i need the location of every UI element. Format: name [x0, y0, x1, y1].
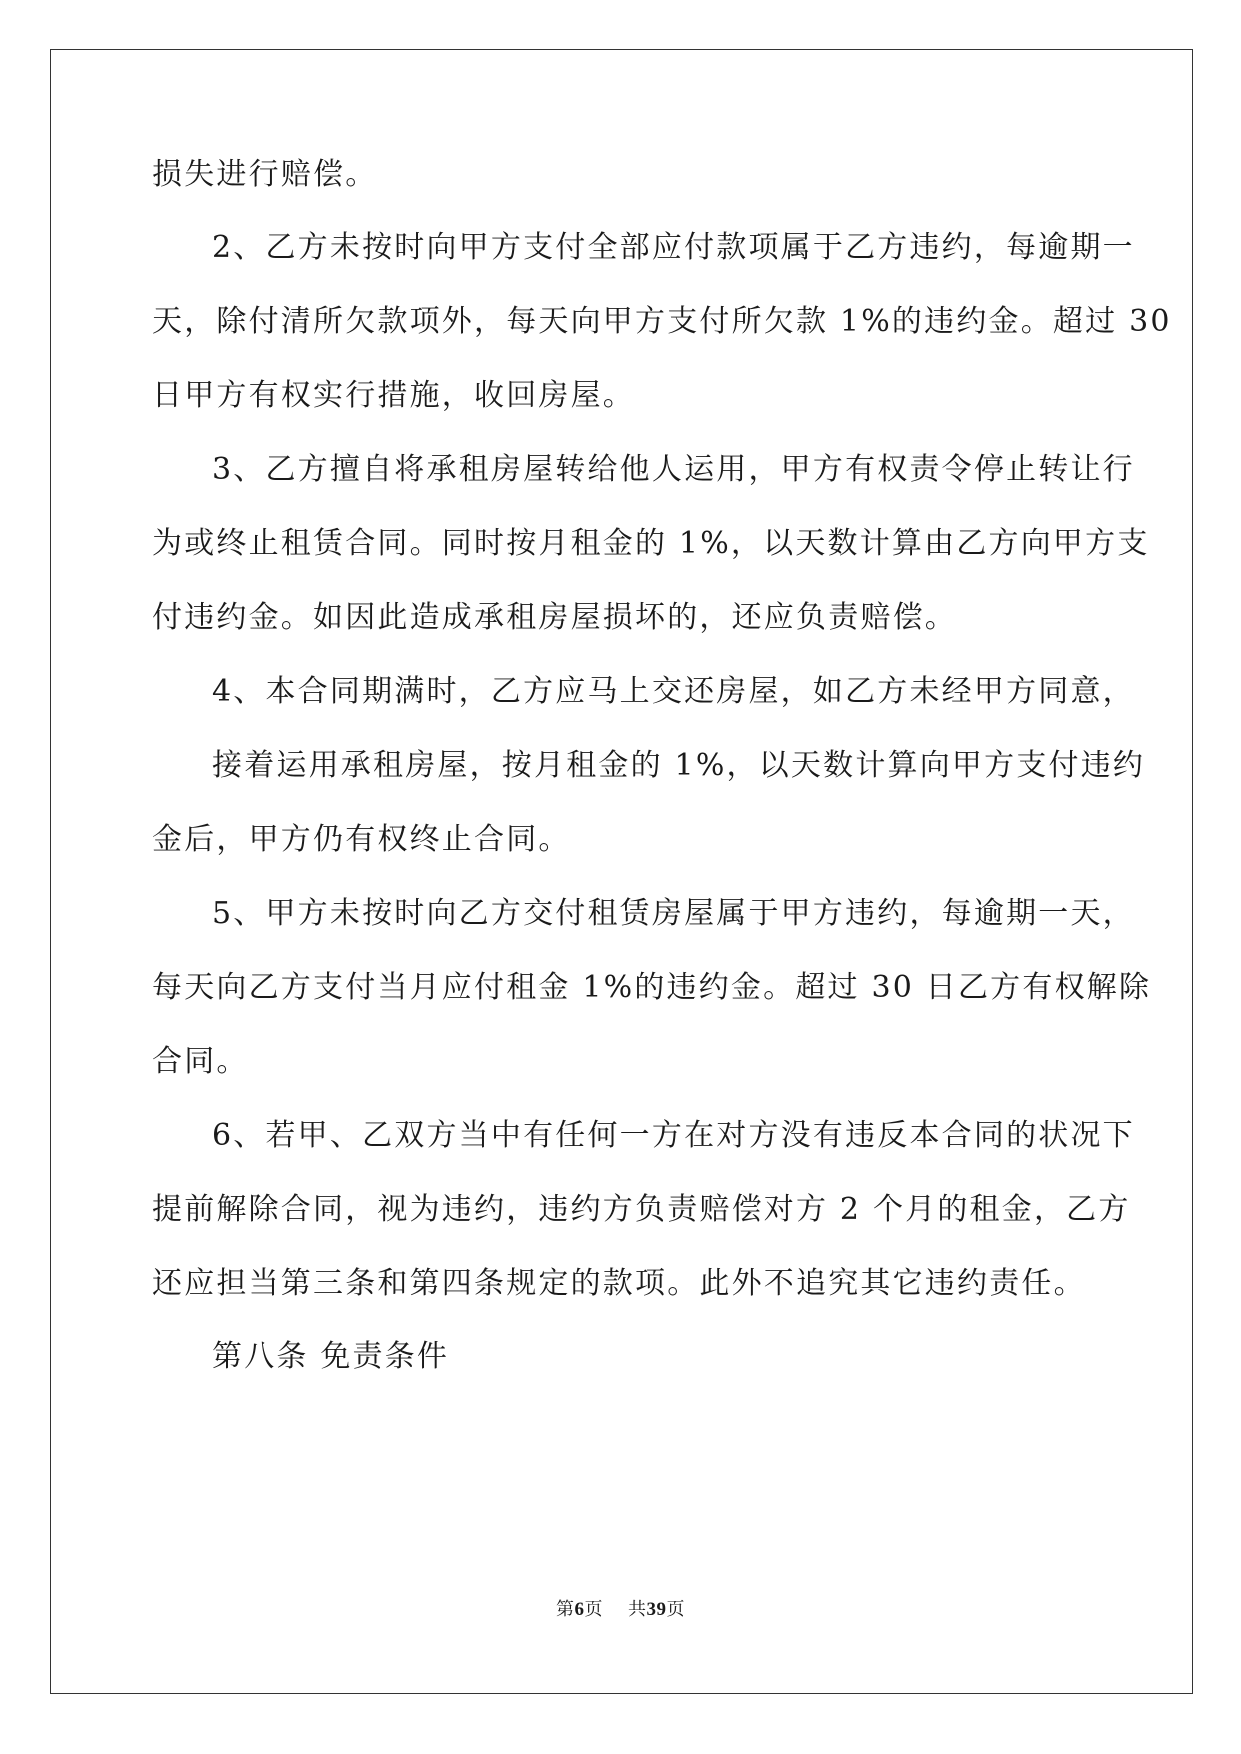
page-number: 6	[574, 1599, 585, 1620]
text-line: 接着运用承租房屋，按月租金的 1%，以天数计算向甲方支付违约	[212, 748, 1146, 783]
text-line: 金后，甲方仍有权终止合同。	[152, 822, 571, 857]
text-line: 天，除付清所欠款项外，每天向甲方支付所欠款 1%的违约金。超过 30	[152, 304, 1172, 339]
text-line: 为或终止租赁合同。同时按月租金的 1%，以天数计算由乙方向甲方支	[152, 526, 1150, 561]
footer-prefix: 第	[556, 1599, 575, 1620]
text-line: 损失进行赔偿。	[152, 157, 378, 192]
text-line: 5、甲方未按时向乙方交付租赁房屋属于甲方违约，每逾期一天，	[212, 896, 1135, 931]
section-heading: 第八条 免责条件	[212, 1339, 450, 1374]
text-line: 日甲方有权实行措施，收回房屋。	[152, 378, 635, 413]
page-border	[50, 49, 1193, 1694]
text-line: 6、若甲、乙双方当中有任何一方在对方没有违反本合同的状况下	[212, 1118, 1135, 1153]
text-line: 提前解除合同，视为违约，违约方负责赔偿对方 2 个月的租金，乙方	[152, 1192, 1131, 1227]
footer-total-prefix: 共	[627, 1599, 647, 1620]
text-line: 每天向乙方支付当月应付租金 1%的违约金。超过 30 日乙方有权解除	[152, 970, 1152, 1005]
text-line: 还应担当第三条和第四条规定的款项。此外不追究其它违约责任。	[152, 1266, 1086, 1301]
text-line: 合同。	[152, 1044, 249, 1079]
text-line: 2、乙方未按时向甲方支付全部应付款项属于乙方违约，每逾期一	[212, 230, 1135, 265]
text-line: 付违约金。如因此造成承租房屋损坏的，还应负责赔偿。	[152, 600, 957, 635]
text-line: 4、本合同期满时，乙方应马上交还房屋，如乙方未经甲方同意，	[212, 674, 1135, 709]
footer-page-suffix: 页	[584, 1599, 604, 1620]
page-footer	[0, 1598, 1241, 1622]
footer-total-suffix: 页	[666, 1599, 685, 1620]
total-pages: 39	[646, 1599, 667, 1620]
text-line: 3、乙方擅自将承租房屋转给他人运用，甲方有权责令停止转让行	[212, 452, 1135, 487]
